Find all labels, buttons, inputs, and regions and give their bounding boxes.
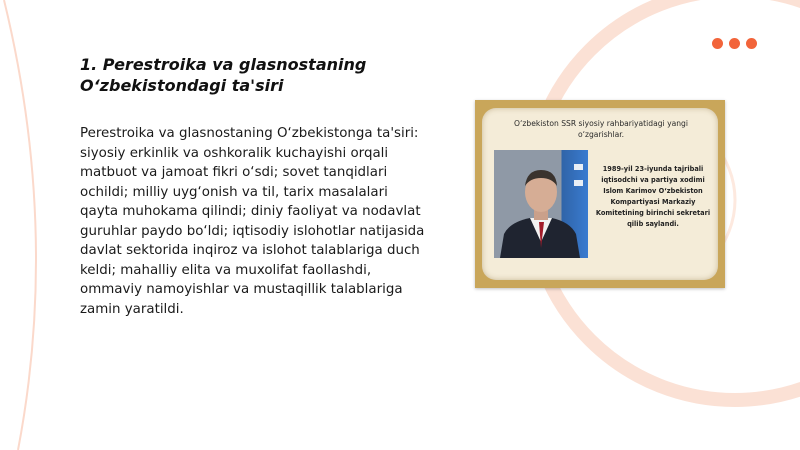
card-panel	[482, 108, 718, 280]
card-caption: 1989-yil 23-iyunda tajribali iqtisodchi va partiya xodimi Islom Karimov O‘zbekiston Kompartiyasi Markaziy Komitetining birinchi sekretari qilib saylandi.	[595, 165, 711, 228]
portrait-figure	[494, 150, 588, 258]
slide-title: 1. Perestroika va glasnostaning O‘zbekistondagi ta'siri	[80, 55, 367, 95]
portrait-photo	[494, 150, 588, 258]
decor-left-arc	[4, 0, 36, 450]
image-card	[475, 100, 725, 288]
dot	[746, 38, 757, 49]
dot	[712, 38, 723, 49]
card-heading: O‘zbekiston SSR siyosiy rahbariyatidagi yangi o‘zgarishlar.	[514, 119, 688, 139]
slide-body-text: Perestroika va glasnostaning O‘zbekistonga ta'siri: siyosiy erkinlik va oshkoralik kuchayishi orqali matbuot va jamoat fikri o‘sdi; sovet tanqidlari ochildi; milliy uyg‘onish va til, tarix masalalari qayta muhokama qilindi; diniy faoliyat va nodavlat guruhlar paydo bo‘ldi; iqtisodiy islohotlar natijasida davlat sektorida inqiroz va islohot talablariga duch keldi; mahalliy elita va muxolifat faollashdi, ommaviy namoyishlar va mustaqillik talablariga zamin yaratildi.	[80, 126, 425, 317]
three-dots-icon[interactable]	[712, 38, 757, 49]
dot	[729, 38, 740, 49]
